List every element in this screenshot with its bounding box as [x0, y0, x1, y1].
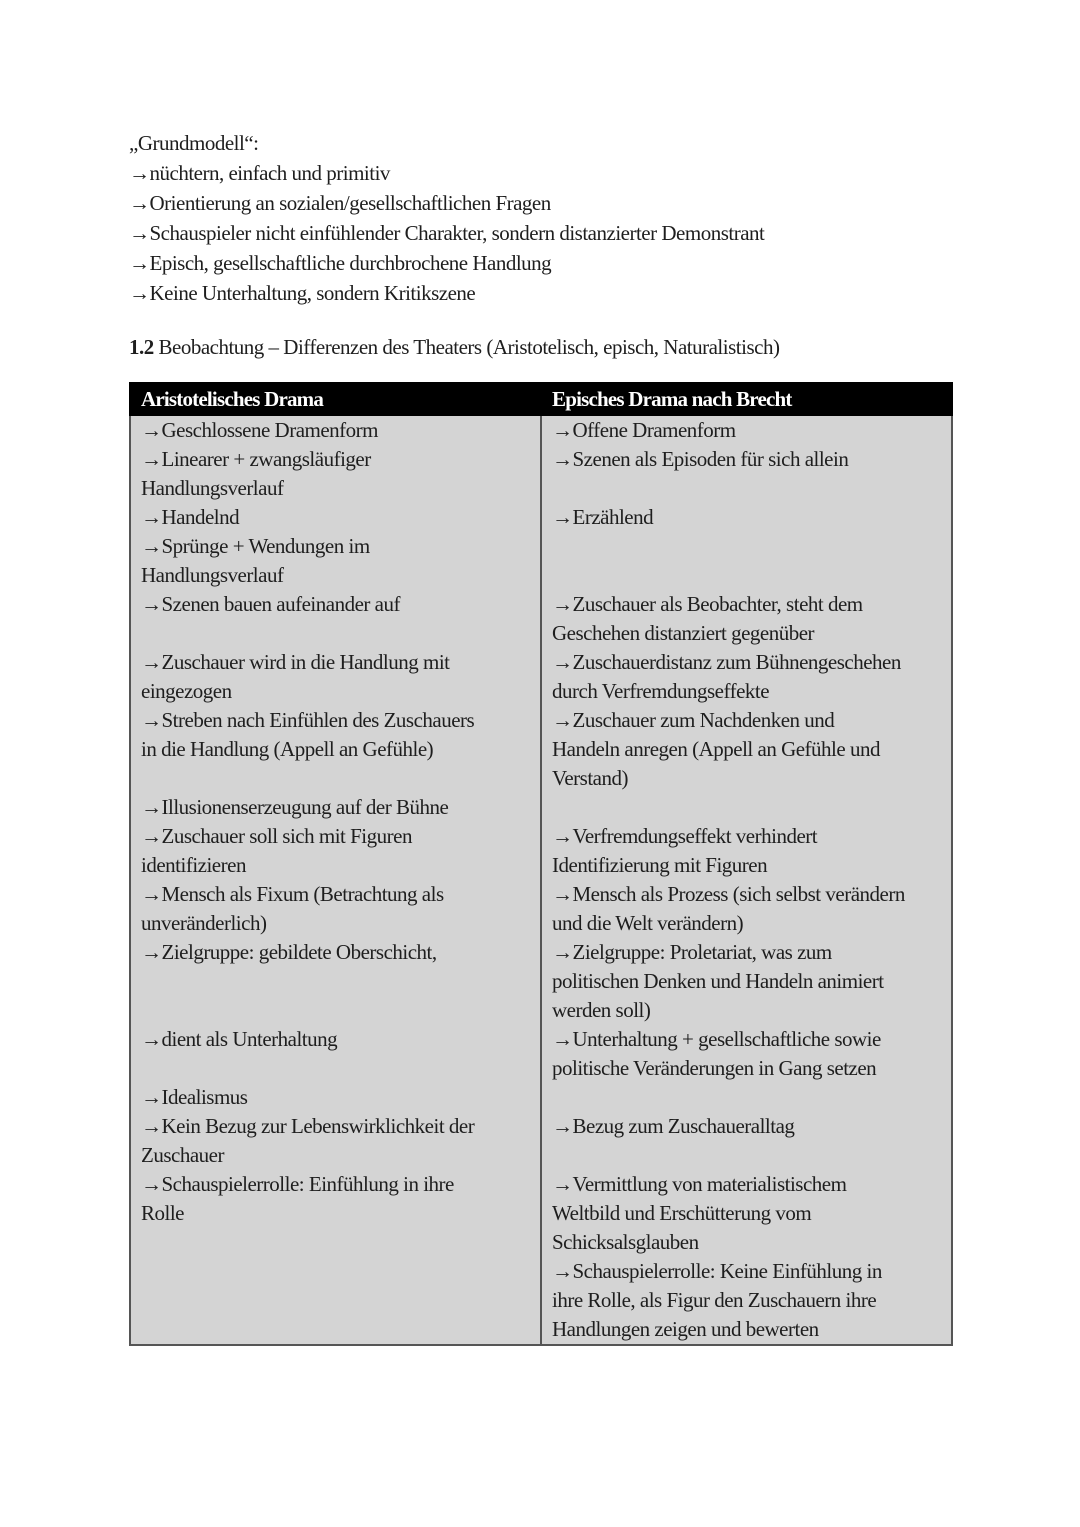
cell-text: →Schauspielerrolle: Einfühlung in ihre Rolle: [141, 1172, 454, 1225]
cell-text: →Zuschauer wird in die Handlung mit eingezogen →Streben nach Einfühlen des Zuschauers in die Handlung (Appell an Gefühle): [141, 650, 475, 761]
document-page: [129, 128, 951, 1346]
cell-text: →Vermittlung von materialistischem Weltbild und Erschütterung vom Schicksalsglauben →Schauspielerrolle: Keine Einfühlung in ihre Rolle, als Figur den Zuschauern ihre Handlungen zeigen und bewerten: [552, 1172, 882, 1341]
cell-text: →Erzählend: [552, 505, 654, 529]
cell-text: →Idealismus →Kein Bezug zur Lebenswirklichkeit der Zuschauer: [141, 1085, 475, 1167]
table-header-row: [130, 383, 952, 415]
cell-epic: [541, 1025, 952, 1083]
section-heading: [129, 332, 951, 362]
cell-text: →Szenen als Episoden für sich allein: [552, 447, 849, 471]
section-number: 1.2: [129, 335, 154, 359]
table-row: [130, 1025, 952, 1083]
intro-bullet: →Keine Unterhaltung, sondern Kritikszene: [129, 281, 476, 305]
cell-aristotelian: [130, 590, 541, 648]
cell-epic: [541, 1083, 952, 1170]
cell-aristotelian: [130, 1025, 541, 1083]
table-row: [130, 1170, 952, 1345]
cell-aristotelian: [130, 1170, 541, 1345]
cell-epic: [541, 445, 952, 503]
cell-text: →Zuschauerdistanz zum Bühnengeschehen durch Verfremdungseffekte →Zuschauer zum Nachdenken und Handeln anregen (Appell an Gefühle und Verstand): [552, 650, 901, 790]
cell-text: →Offene Dramenform: [552, 418, 736, 442]
header-epic: Episches Drama nach Brecht: [541, 383, 952, 415]
cell-text: →Bezug zum Zuschaueralltag: [552, 1114, 795, 1138]
cell-aristotelian: [130, 648, 541, 793]
cell-epic: [541, 590, 952, 648]
cell-text: →Verfremdungseffekt verhindert Identifizierung mit Figuren →Mensch als Prozess (sich selbst verändern und die Welt verändern) →Zielgruppe: Proletariat, was zum politischen Denken und Handeln animiert werden soll): [552, 824, 905, 1022]
table-row: [130, 590, 952, 648]
intro-bullet: →nüchtern, einfach und primitiv: [129, 161, 390, 185]
cell-text: →Szenen bauen aufeinander auf: [141, 592, 400, 616]
cell-text: →Handelnd →Sprünge + Wendungen im Handlungsverlauf: [141, 505, 370, 587]
cell-epic: [541, 1170, 952, 1345]
table-row: [130, 648, 952, 793]
cell-aristotelian: [130, 415, 541, 445]
table-row: [130, 415, 952, 445]
table-row: [130, 503, 952, 590]
intro-bullet: →Episch, gesellschaftliche durchbrochene Handlung: [129, 251, 552, 275]
cell-epic: [541, 503, 952, 590]
cell-epic: [541, 793, 952, 1025]
cell-aristotelian: [130, 445, 541, 503]
cell-text: →dient als Unterhaltung: [141, 1027, 338, 1051]
cell-epic: [541, 415, 952, 445]
cell-aristotelian: [130, 1083, 541, 1170]
cell-text: →Zuschauer als Beobachter, steht dem Geschehen distanziert gegenüber: [552, 592, 863, 645]
cell-aristotelian: [130, 503, 541, 590]
table-row: [130, 1083, 952, 1170]
cell-epic: [541, 648, 952, 793]
cell-text: →Geschlossene Dramenform: [141, 418, 379, 442]
comparison-table: [129, 382, 953, 1346]
cell-text: →Illusionenserzeugung auf der Bühne →Zuschauer soll sich mit Figuren identifizieren →Mensch als Fixum (Betrachtung als unveränderlich) →Zielgruppe: gebildete Oberschicht,: [141, 795, 449, 964]
intro-heading: „Grundmodell“:: [129, 131, 259, 155]
header-aristotelian: Aristotelisches Drama: [130, 383, 541, 415]
table-row: [130, 445, 952, 503]
intro-bullet: →Schauspieler nicht einfühlender Charakter, sondern distanzierter Demonstrant: [129, 221, 765, 245]
section-title: Beobachtung – Differenzen des Theaters (Aristotelisch, episch, Naturalistisch): [158, 335, 780, 359]
intro-block: [129, 128, 951, 308]
intro-bullet: →Orientierung an sozialen/gesellschaftlichen Fragen: [129, 191, 551, 215]
table-row: [130, 793, 952, 1025]
cell-text: →Linearer + zwangsläufiger Handlungsverlauf: [141, 447, 371, 500]
cell-text: →Unterhaltung + gesellschaftliche sowie politische Veränderungen in Gang setzen: [552, 1027, 881, 1080]
cell-aristotelian: [130, 793, 541, 1025]
